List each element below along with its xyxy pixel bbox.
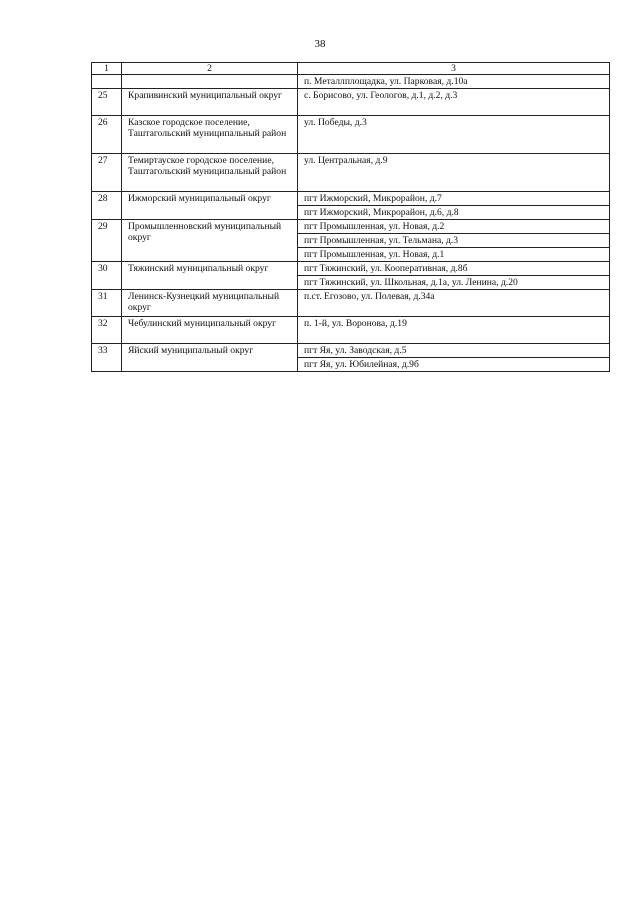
address-cell: п. 1-й, ул. Воронова, д.19 (298, 317, 610, 344)
address-cell: пгт Промышленная, ул. Новая, д.1 (298, 248, 610, 262)
address-cell: пгт Тяжинский, ул. Школьная, д.1а, ул. Ленина, д.20 (298, 276, 610, 290)
row-number-cell: 25 (92, 89, 122, 116)
address-cell: пгт Промышленная, ул. Новая, д.2 (298, 220, 610, 234)
address-cell: пгт Промышленная, ул. Тельмана, д.3 (298, 234, 610, 248)
address-cell: с. Борисово, ул. Геологов, д.1, д.2, д.3 (298, 89, 610, 116)
district-cell: Яйский муниципальный округ (122, 344, 298, 372)
table-row (92, 344, 610, 358)
table-row (92, 192, 610, 206)
district-cell: Крапивинский муниципальный округ (122, 89, 298, 116)
district-cell: Тяжинский муниципальный округ (122, 262, 298, 290)
addresses-table (91, 62, 610, 372)
district-cell: Промышленновский муниципальный округ (122, 220, 298, 262)
district-cell: Чебулинский муниципальный округ (122, 317, 298, 344)
header-col-1: 1 (92, 63, 122, 75)
header-row (92, 63, 610, 75)
table-row (92, 116, 610, 154)
row-number-cell: 33 (92, 344, 122, 372)
table-row (92, 290, 610, 317)
address-cell: ул. Центральная, д.9 (298, 154, 610, 192)
row-number-cell: 29 (92, 220, 122, 262)
address-cell: пгт Ижморский, Микрорайон, д.6, д.8 (298, 206, 610, 220)
row-number-cell: 28 (92, 192, 122, 220)
row-number-cell: 26 (92, 116, 122, 154)
page-number: 38 (314, 38, 326, 50)
district-cell: Казское городское поселение, Таштагольский муниципальный район (122, 116, 298, 154)
address-cell: пгт Ижморский, Микрорайон, д.7 (298, 192, 610, 206)
row-number-cell: 30 (92, 262, 122, 290)
district-cell: Темиртауское городское поселение, Таштагольский муниципальный район (122, 154, 298, 192)
row-number-cell: 32 (92, 317, 122, 344)
district-cell: Ижморский муниципальный округ (122, 192, 298, 220)
table-row (92, 317, 610, 344)
address-cell: п.ст. Егозово, ул. Полевая, д.34а (298, 290, 610, 317)
address-cell: пгт Яя, ул. Заводская, д.5 (298, 344, 610, 358)
table-row (92, 220, 610, 234)
row-number-cell (92, 75, 122, 89)
address-cell: п. Металлплощадка, ул. Парковая, д.10а (298, 75, 610, 89)
address-cell: пгт Яя, ул. Юбилейная, д.9б (298, 358, 610, 372)
row-number-cell: 27 (92, 154, 122, 192)
address-cell: ул. Победы, д.3 (298, 116, 610, 154)
address-cell: пгт Тяжинский, ул. Кооперативная, д.8б (298, 262, 610, 276)
row-number-cell: 31 (92, 290, 122, 317)
table-row (92, 154, 610, 192)
district-cell: Ленинск-Кузнецкий муниципальный округ (122, 290, 298, 317)
header-col-2: 2 (122, 63, 298, 75)
header-col-3: 3 (298, 63, 610, 75)
table-row (92, 89, 610, 116)
table-row-continuation (92, 75, 610, 89)
district-cell (122, 75, 298, 89)
table-row (92, 262, 610, 276)
